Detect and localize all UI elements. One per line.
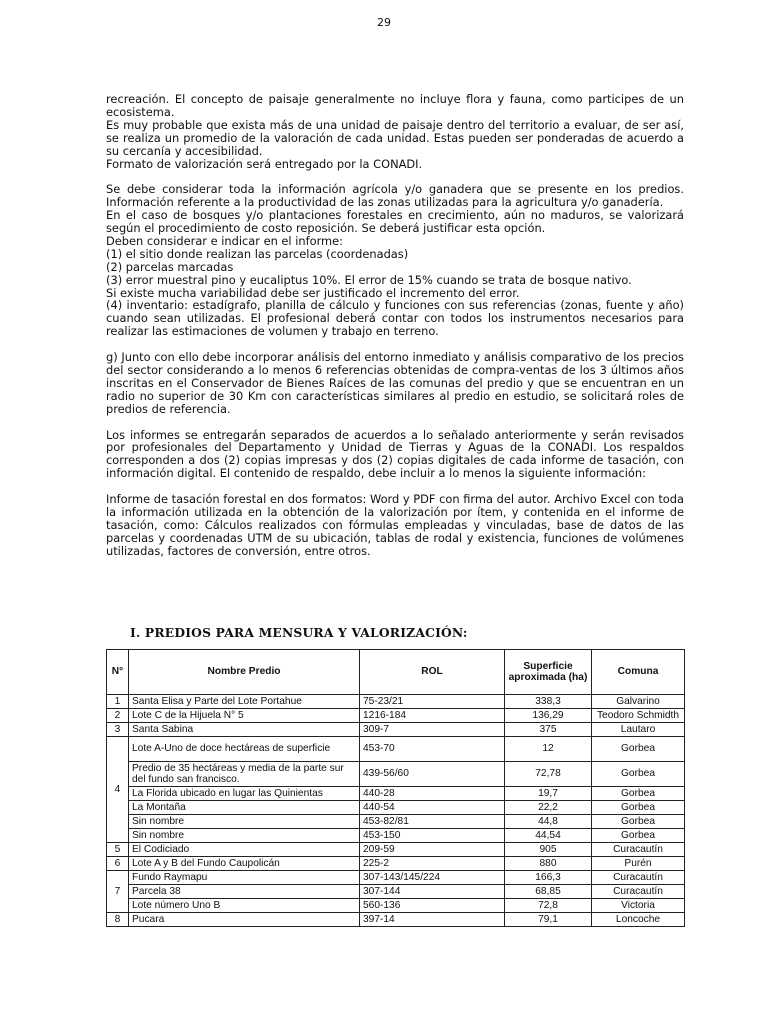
cell-rol: 560-136 bbox=[360, 899, 505, 913]
table-row bbox=[107, 787, 685, 801]
cell-comuna: Curacautín bbox=[592, 871, 685, 885]
section-heading: I. PREDIOS PARA MENSURA Y VALORIZACIÓN: bbox=[130, 625, 468, 640]
page-number: 29 bbox=[377, 16, 391, 29]
cell-nombre: Lote A-Uno de doce hectáreas de superficie bbox=[129, 737, 360, 762]
predios-table bbox=[106, 649, 685, 927]
body-text bbox=[106, 93, 684, 558]
table-row bbox=[107, 762, 685, 787]
cell-nombre: Sin nombre bbox=[129, 815, 360, 829]
cell-nombre: Lote A y B del Fundo Caupolicán bbox=[129, 857, 360, 871]
cell-comuna: Purén bbox=[592, 857, 685, 871]
cell-rol: 225-2 bbox=[360, 857, 505, 871]
cell-superficie: 44,8 bbox=[505, 815, 592, 829]
cell-n: 2 bbox=[107, 709, 129, 723]
cell-superficie: 136,29 bbox=[505, 709, 592, 723]
header-comuna: Comuna bbox=[592, 650, 685, 695]
table-row bbox=[107, 801, 685, 815]
table-row bbox=[107, 843, 685, 857]
cell-n: 7 bbox=[107, 871, 129, 913]
paragraph: g) Junto con ello debe incorporar análisis del entorno inmediato y análisis comparativo de los precios del sector considerando a lo menos 6 referencias obtenidas de compra-ventas de los 3 últimos años inscritas en el Conservador de Bienes Raíces de las comunas del predio y que se encuentran en un radio no superior de 30 Km con características similares al predio en estudio, se solicitará roles de predios de referencia. bbox=[106, 350, 684, 416]
cell-rol: 453-82/81 bbox=[360, 815, 505, 829]
table-row bbox=[107, 899, 685, 913]
paragraph: Deben considerar e indicar en el informe: bbox=[106, 233, 343, 248]
cell-superficie: 22,2 bbox=[505, 801, 592, 815]
cell-comuna: Curacautín bbox=[592, 885, 685, 899]
cell-superficie: 880 bbox=[505, 857, 592, 871]
cell-n: 8 bbox=[107, 913, 129, 927]
cell-comuna: Lautaro bbox=[592, 723, 685, 737]
cell-nombre: Lote número Uno B bbox=[129, 899, 360, 913]
table-row bbox=[107, 815, 685, 829]
cell-rol: 309-7 bbox=[360, 723, 505, 737]
cell-rol: 453-70 bbox=[360, 737, 505, 762]
cell-comuna: Teodoro Schmidth bbox=[592, 709, 685, 723]
cell-n: 4 bbox=[107, 737, 129, 843]
paragraph: Si existe mucha variabilidad debe ser justificado el incremento del error. bbox=[106, 285, 520, 300]
table-row bbox=[107, 737, 685, 762]
cell-rol: 307-144 bbox=[360, 885, 505, 899]
cell-n: 5 bbox=[107, 843, 129, 857]
cell-nombre: Fundo Raymapu bbox=[129, 871, 360, 885]
cell-rol: 439-56/60 bbox=[360, 762, 505, 787]
cell-nombre: El Codiciado bbox=[129, 843, 360, 857]
cell-nombre: Santa Elisa y Parte del Lote Portahue bbox=[129, 695, 360, 709]
cell-superficie: 905 bbox=[505, 843, 592, 857]
paragraph: Es muy probable que exista más de una unidad de paisaje dentro del territorio a evaluar, de ser así, se realiza un promedio de la valoración de cada unidad. Estas pueden ser ponderadas de acuerdo a su cercanía y accesibilidad. bbox=[106, 117, 684, 158]
cell-rol: 440-54 bbox=[360, 801, 505, 815]
table-row bbox=[107, 913, 685, 927]
cell-rol: 440-28 bbox=[360, 787, 505, 801]
cell-nombre: Parcela 38 bbox=[129, 885, 360, 899]
cell-n: 3 bbox=[107, 723, 129, 737]
cell-superficie: 375 bbox=[505, 723, 592, 737]
header-nombre: Nombre Predio bbox=[129, 650, 360, 695]
cell-n: 1 bbox=[107, 695, 129, 709]
cell-n: 6 bbox=[107, 857, 129, 871]
table-row bbox=[107, 857, 685, 871]
list-item: (1) el sitio donde realizan las parcelas (coordenadas) bbox=[106, 246, 409, 261]
cell-comuna: Gorbea bbox=[592, 801, 685, 815]
cell-superficie: 72,8 bbox=[505, 899, 592, 913]
cell-rol: 1216-184 bbox=[360, 709, 505, 723]
cell-comuna: Curacautín bbox=[592, 843, 685, 857]
table-row bbox=[107, 695, 685, 709]
cell-superficie: 79,1 bbox=[505, 913, 592, 927]
paragraph: En el caso de bosques y/o plantaciones forestales en crecimiento, aún no maduros, se valorizará según el procedimiento de costo reposición. Se deberá justificar esta opción. bbox=[106, 208, 684, 236]
cell-rol: 397-14 bbox=[360, 913, 505, 927]
cell-comuna: Gorbea bbox=[592, 762, 685, 787]
cell-comuna: Gorbea bbox=[592, 829, 685, 843]
cell-comuna: Gorbea bbox=[592, 737, 685, 762]
table-row bbox=[107, 871, 685, 885]
cell-superficie: 12 bbox=[505, 737, 592, 762]
table-row bbox=[107, 709, 685, 723]
cell-comuna: Victoria bbox=[592, 899, 685, 913]
paragraph: Informe de tasación forestal en dos formatos: Word y PDF con firma del autor. Archivo Excel con toda la información utilizada en la obtención de la valorización por ítem, y contenida en el informe de tasación, como: Cálculos realizados con fórmulas empleadas y vinculadas, base de datos de las parcelas y coordenadas UTM de su ubicación, tablas de rodal y existencia, funciones de volúmenes utilizadas, factores de conversión, entre otros. bbox=[106, 492, 684, 558]
cell-comuna: Gorbea bbox=[592, 787, 685, 801]
cell-superficie: 68,85 bbox=[505, 885, 592, 899]
cell-rol: 307-143/145/224 bbox=[360, 871, 505, 885]
table-row bbox=[107, 723, 685, 737]
cell-comuna: Loncoche bbox=[592, 913, 685, 927]
cell-superficie: 19,7 bbox=[505, 787, 592, 801]
paragraph: Formato de valorización será entregado por la CONADI. bbox=[106, 156, 423, 171]
table-row bbox=[107, 885, 685, 899]
cell-rol: 453-150 bbox=[360, 829, 505, 843]
list-item: (2) parcelas marcadas bbox=[106, 259, 234, 274]
cell-rol: 75-23/21 bbox=[360, 695, 505, 709]
paragraph: Se debe considerar toda la información agrícola y/o ganadera que se presente en los predios. Información referente a la productividad de las zonas utilizadas para la agricultura y/o ganadería. bbox=[106, 182, 684, 210]
paragraph: recreación. El concepto de paisaje generalmente no incluye flora y fauna, como participes de un ecosistema. bbox=[106, 92, 684, 119]
list-item: (4) inventario: estadígrafo, planilla de cálculo y funciones con sus referencias (zonas, fuente y año) cuando sean utilizadas. El profesional deberá contar con todos los instrumentos necesarios para realizar las estimaciones de volumen y trabajo en terreno. bbox=[106, 298, 684, 339]
header-n: N° bbox=[107, 650, 129, 695]
cell-superficie: 338,3 bbox=[505, 695, 592, 709]
cell-nombre: Predio de 35 hectáreas y media de la parte sur del fundo san francisco. bbox=[129, 762, 360, 787]
cell-comuna: Gorbea bbox=[592, 815, 685, 829]
cell-nombre: Pucara bbox=[129, 913, 360, 927]
cell-nombre: La Florida ubicado en lugar las Quinientas bbox=[129, 787, 360, 801]
cell-rol: 209-59 bbox=[360, 843, 505, 857]
cell-superficie: 72,78 bbox=[505, 762, 592, 787]
table-header-row bbox=[107, 650, 685, 695]
cell-comuna: Galvarino bbox=[592, 695, 685, 709]
cell-nombre: Sin nombre bbox=[129, 829, 360, 843]
table-row bbox=[107, 829, 685, 843]
cell-superficie: 44,54 bbox=[505, 829, 592, 843]
header-rol: ROL bbox=[360, 650, 505, 695]
cell-nombre: Lote C de la Hijuela N° 5 bbox=[129, 709, 360, 723]
cell-nombre: La Montaña bbox=[129, 801, 360, 815]
cell-nombre: Santa Sabina bbox=[129, 723, 360, 737]
header-superficie: Superficie aproximada (ha) bbox=[505, 650, 592, 695]
cell-superficie: 166,3 bbox=[505, 871, 592, 885]
list-item: (3) error muestral pino y eucaliptus 10%. El error de 15% cuando se trata de bosque nativo. bbox=[106, 272, 632, 287]
paragraph: Los informes se entregarán separados de acuerdos a lo señalado anteriormente y serán revisados por profesionales del Departamento y Unidad de Tierras y Aguas de la CONADI. Los respaldos corresponden a dos (2) copias impresas y dos (2) copias digitales de cada informe de tasación, con información digital. El contenido de respaldo, debe incluir a lo menos la siguiente información: bbox=[106, 427, 684, 481]
